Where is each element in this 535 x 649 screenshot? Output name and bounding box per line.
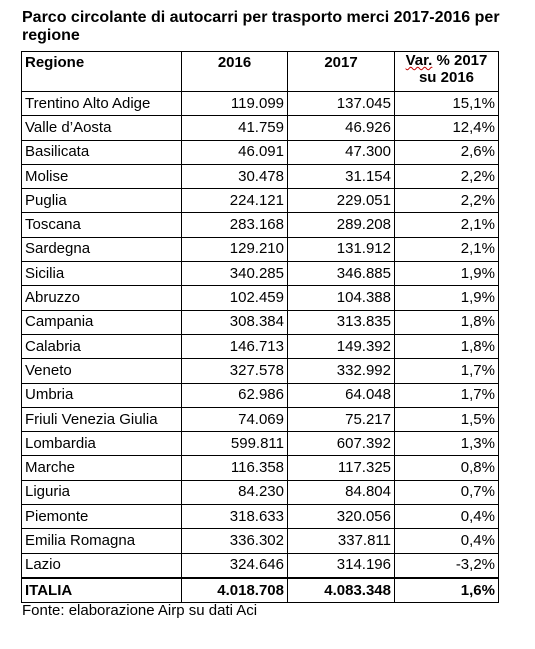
region-cell: Marche <box>22 456 182 480</box>
table-row <box>22 262 499 286</box>
variation-header-line2: su 2016 <box>418 69 475 86</box>
table-row <box>22 529 499 553</box>
variation-cell: 0,8% <box>395 456 499 480</box>
value-2016-cell: 62.986 <box>182 383 288 407</box>
table-row <box>22 456 499 480</box>
region-cell: Abruzzo <box>22 286 182 310</box>
variation-cell: 2,2% <box>395 164 499 188</box>
table-row <box>22 237 499 261</box>
value-2016-cell: 84.230 <box>182 480 288 504</box>
value-2017-cell: 117.325 <box>288 456 395 480</box>
column-header-2016: 2016 <box>182 52 288 92</box>
value-2017-cell: 137.045 <box>288 92 395 116</box>
value-2017-cell: 320.056 <box>288 505 395 529</box>
table-row <box>22 432 499 456</box>
value-2016-cell: 283.168 <box>182 213 288 237</box>
total-2016-cell: 4.018.708 <box>182 578 288 603</box>
value-2017-cell: 131.912 <box>288 237 395 261</box>
table-row <box>22 213 499 237</box>
table-row <box>22 92 499 116</box>
variation-cell: -3,2% <box>395 553 499 578</box>
region-cell: Campania <box>22 310 182 334</box>
region-cell: Piemonte <box>22 505 182 529</box>
total-2017-cell: 4.083.348 <box>288 578 395 603</box>
data-table <box>21 51 499 603</box>
value-2016-cell: 116.358 <box>182 456 288 480</box>
table-row <box>22 140 499 164</box>
table-row <box>22 553 499 578</box>
value-2017-cell: 75.217 <box>288 407 395 431</box>
value-2016-cell: 146.713 <box>182 334 288 358</box>
region-cell: Sicilia <box>22 262 182 286</box>
table-row <box>22 480 499 504</box>
region-cell: Lombardia <box>22 432 182 456</box>
value-2016-cell: 318.633 <box>182 505 288 529</box>
region-cell: Emilia Romagna <box>22 529 182 553</box>
table-header-row <box>22 52 499 92</box>
value-2016-cell: 41.759 <box>182 116 288 140</box>
total-row <box>22 578 499 603</box>
value-2017-cell: 64.048 <box>288 383 395 407</box>
variation-header-word: Var. <box>405 52 433 69</box>
value-2017-cell: 314.196 <box>288 553 395 578</box>
value-2017-cell: 84.804 <box>288 480 395 504</box>
variation-cell: 12,4% <box>395 116 499 140</box>
region-cell: Valle d’Aosta <box>22 116 182 140</box>
variation-cell: 2,1% <box>395 213 499 237</box>
value-2016-cell: 324.646 <box>182 553 288 578</box>
value-2016-cell: 336.302 <box>182 529 288 553</box>
region-cell: Friuli Venezia Giulia <box>22 407 182 431</box>
value-2016-cell: 119.099 <box>182 92 288 116</box>
variation-cell: 1,9% <box>395 286 499 310</box>
region-cell: Calabria <box>22 334 182 358</box>
column-header-variation <box>395 52 499 92</box>
region-cell: Liguria <box>22 480 182 504</box>
table-row <box>22 116 499 140</box>
value-2017-cell: 104.388 <box>288 286 395 310</box>
value-2017-cell: 47.300 <box>288 140 395 164</box>
value-2017-cell: 337.811 <box>288 529 395 553</box>
value-2016-cell: 327.578 <box>182 359 288 383</box>
value-2017-cell: 346.885 <box>288 262 395 286</box>
region-cell: Basilicata <box>22 140 182 164</box>
value-2016-cell: 599.811 <box>182 432 288 456</box>
table-row <box>22 286 499 310</box>
value-2017-cell: 229.051 <box>288 189 395 213</box>
value-2017-cell: 149.392 <box>288 334 395 358</box>
variation-cell: 2,1% <box>395 237 499 261</box>
source-note: Fonte: elaborazione Airp su dati Aci <box>22 602 258 619</box>
value-2016-cell: 340.285 <box>182 262 288 286</box>
table-row <box>22 505 499 529</box>
value-2017-cell: 332.992 <box>288 359 395 383</box>
value-2017-cell: 313.835 <box>288 310 395 334</box>
table-title: Parco circolante di autocarri per trasporto merci 2017-2016 per regione <box>22 9 500 44</box>
column-header-2017: 2017 <box>288 52 395 92</box>
value-2016-cell: 224.121 <box>182 189 288 213</box>
variation-header-rest: % 2017 <box>432 52 488 69</box>
variation-cell: 2,6% <box>395 140 499 164</box>
region-cell: Trentino Alto Adige <box>22 92 182 116</box>
value-2017-cell: 31.154 <box>288 164 395 188</box>
value-2016-cell: 308.384 <box>182 310 288 334</box>
variation-cell: 0,7% <box>395 480 499 504</box>
variation-cell: 2,2% <box>395 189 499 213</box>
table-row <box>22 310 499 334</box>
variation-cell: 0,4% <box>395 529 499 553</box>
variation-cell: 1,8% <box>395 310 499 334</box>
table-row <box>22 334 499 358</box>
value-2017-cell: 607.392 <box>288 432 395 456</box>
total-region-cell: ITALIA <box>22 578 182 603</box>
value-2017-cell: 46.926 <box>288 116 395 140</box>
region-cell: Sardegna <box>22 237 182 261</box>
variation-cell: 1,7% <box>395 359 499 383</box>
region-cell: Umbria <box>22 383 182 407</box>
region-cell: Molise <box>22 164 182 188</box>
region-cell: Toscana <box>22 213 182 237</box>
variation-cell: 1,5% <box>395 407 499 431</box>
column-header-region: Regione <box>22 52 182 92</box>
variation-cell: 0,4% <box>395 505 499 529</box>
variation-cell: 1,3% <box>395 432 499 456</box>
region-cell: Puglia <box>22 189 182 213</box>
value-2016-cell: 30.478 <box>182 164 288 188</box>
region-cell: Veneto <box>22 359 182 383</box>
variation-cell: 15,1% <box>395 92 499 116</box>
variation-cell: 1,7% <box>395 383 499 407</box>
value-2016-cell: 129.210 <box>182 237 288 261</box>
table-row <box>22 407 499 431</box>
value-2016-cell: 46.091 <box>182 140 288 164</box>
variation-cell: 1,9% <box>395 262 499 286</box>
variation-cell: 1,8% <box>395 334 499 358</box>
value-2016-cell: 74.069 <box>182 407 288 431</box>
table-row <box>22 189 499 213</box>
table-row <box>22 164 499 188</box>
total-variation-cell: 1,6% <box>395 578 499 603</box>
value-2016-cell: 102.459 <box>182 286 288 310</box>
value-2017-cell: 289.208 <box>288 213 395 237</box>
table-row <box>22 383 499 407</box>
region-cell: Lazio <box>22 553 182 578</box>
table-row <box>22 359 499 383</box>
